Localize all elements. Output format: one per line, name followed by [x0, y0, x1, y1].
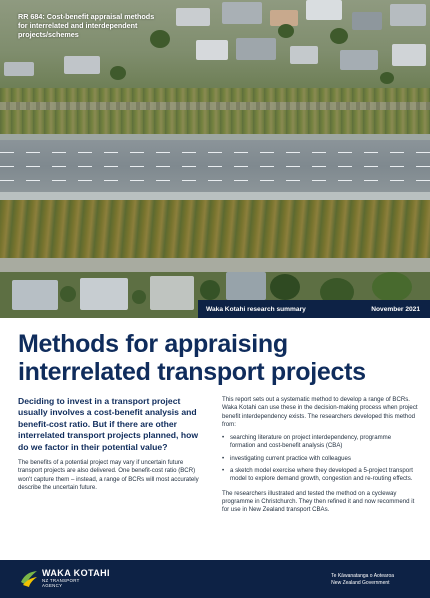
report-number-tag: [18, 12, 198, 39]
waka-kotahi-logo[interactable]: [20, 568, 110, 588]
logo-subtitle: AGENCY: [42, 583, 63, 588]
lead-paragraph: Deciding to invest in a transport project usually involves a cost-benefit analysis and benefit-cost ratio. But if there are other interrelated transport projects planned, how do we factor in their potential value?: [18, 396, 199, 452]
report-tag-line: projects/schemes: [18, 30, 79, 39]
railway-strip: [0, 88, 430, 134]
road-median: [0, 192, 430, 200]
gov-maori-name: Te Kāwanatanga o Aotearoa: [331, 573, 394, 579]
intro-paragraph: This report sets out a systematic method to develop a range of BCRs. Waka Kotahi can use these in the decision-making process when project benefit interdependency exists. The researchers developed this method from:: [222, 396, 418, 428]
list-item: • searching literature on project interdependency, programme formation and cost-benefit analysis (CBA): [222, 434, 418, 451]
list-item: • a sketch model exercise where they developed a 5-project transport model to explore demand growth, congestion and re-routing effects.: [222, 467, 418, 484]
footer-bar: [0, 560, 430, 598]
list-item: • investigating current practice with colleagues: [222, 455, 418, 463]
logo-subtitle: NZ TRANSPORT: [42, 578, 80, 583]
summary-ribbon: [198, 300, 430, 318]
gov-english-name: New Zealand Government: [331, 580, 390, 586]
left-column: [18, 396, 208, 492]
page-title: [18, 330, 418, 386]
method-list: [222, 434, 418, 483]
logo-wordmark: [42, 568, 110, 588]
report-tag-line: RR 684: Cost-benefit appraisal methods: [18, 12, 155, 21]
report-tag-line: for interrelated and interdependent: [18, 21, 138, 30]
body-paragraph: The benefits of a potential project may vary if uncertain future transport projects are also delivered. One benefit-cost ratio (BCR) won't capture them – instead, a range of BCRs will most accurately describe the uncertain future.: [18, 459, 199, 491]
ribbon-label: Waka Kotahi research summary: [206, 305, 306, 313]
title-line: Methods for appraising: [18, 330, 288, 358]
right-column: [222, 396, 418, 520]
government-lockup: [331, 573, 394, 587]
grass-embankment: [0, 200, 430, 258]
motorway: [0, 140, 430, 192]
title-line: interrelated transport projects: [18, 358, 366, 386]
logo-name: WAKA KOTAHI: [42, 568, 110, 578]
ribbon-date: November 2021: [371, 305, 420, 313]
closing-paragraph: The researchers illustrated and tested the method on a cycleway programme in Christchurch. They then refined it and now recommend it for use in New Zealand transport CBAs.: [222, 489, 415, 514]
local-road: [0, 258, 430, 272]
waka-kotahi-logo-icon: [20, 568, 38, 588]
